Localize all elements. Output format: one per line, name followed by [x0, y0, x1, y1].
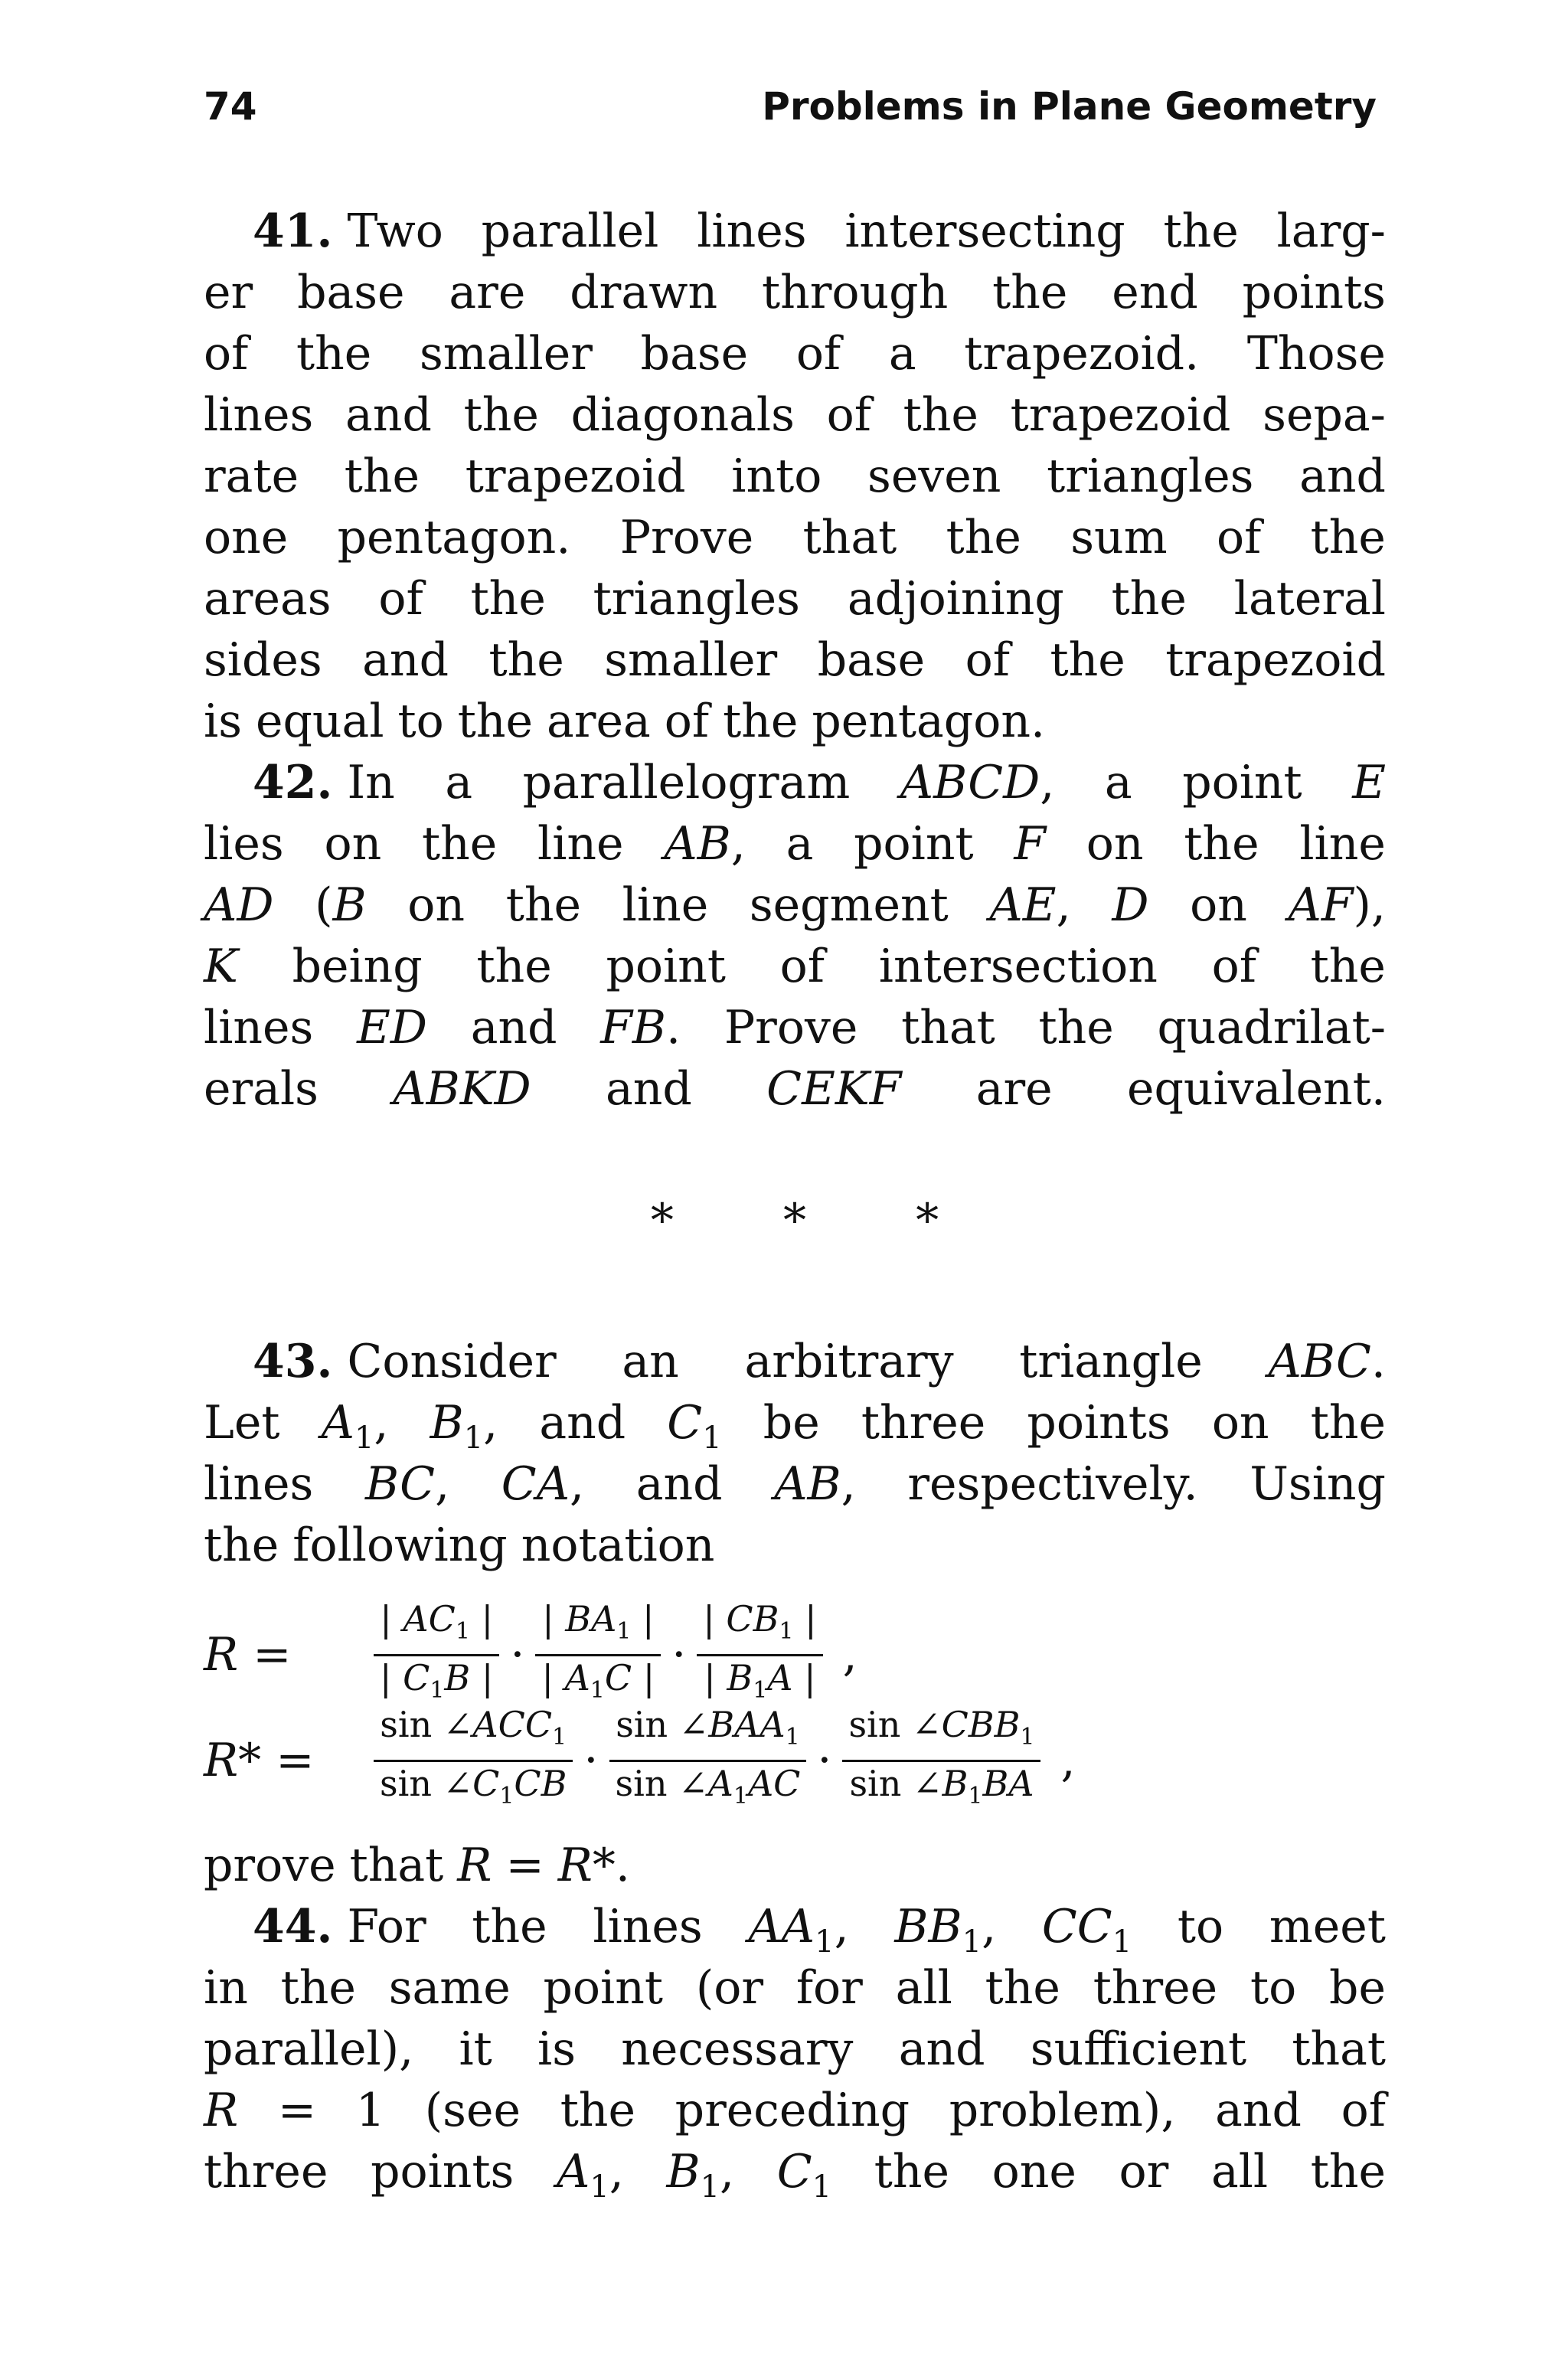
problem-41-line-6 [204, 507, 1386, 568]
word: of [378, 572, 423, 626]
running-head [204, 74, 1386, 139]
word: on [1211, 1396, 1269, 1450]
word: parallel), [204, 2022, 414, 2076]
word: problem), [949, 2084, 1176, 2137]
word: is [537, 2022, 576, 2076]
running-title: Problems in Plane Geometry [762, 84, 1377, 129]
word: meet [1269, 1900, 1386, 1953]
formula-r-lhs: R = [204, 1628, 292, 1682]
multiplication-dot: · [583, 1734, 599, 1787]
word: all [1210, 2145, 1269, 2199]
word: is [204, 695, 242, 748]
word: Prove [619, 511, 754, 564]
word: the [1310, 2145, 1386, 2199]
word: lines [697, 204, 807, 258]
problem-41-line-5 [204, 446, 1386, 507]
word: area [547, 695, 651, 748]
word: AE, [989, 878, 1071, 932]
word: the [1163, 204, 1239, 258]
word: point [606, 940, 726, 993]
problem-43-line-2 [204, 1392, 1386, 1456]
problem-43-line-1 [204, 1331, 1386, 1392]
word: rate [204, 450, 299, 503]
word: ABCD, [900, 756, 1055, 809]
word: three [204, 2145, 328, 2199]
word: the [874, 2145, 949, 2199]
formula-r-fraction-1-numerator: | $AC_1$ | [380, 1598, 494, 1646]
word: the [723, 695, 799, 748]
word: AD [204, 878, 274, 932]
problem-44-line-1 [204, 1896, 1386, 1960]
word: that [1292, 2022, 1386, 2076]
word: trapezoid [465, 450, 686, 503]
word: trapezoid [1165, 633, 1386, 687]
word: Prove [724, 1001, 858, 1054]
word: or [1119, 2145, 1169, 2199]
word: the [1111, 572, 1187, 626]
formula-r-fraction-3-denominator: | $B_1A$ | [704, 1656, 816, 1704]
word: triangle [1019, 1335, 1203, 1388]
word: line [622, 878, 709, 932]
word: lateral [1233, 572, 1386, 626]
word: being [292, 940, 423, 993]
word: the [992, 266, 1068, 319]
problem-41-line-8 [204, 629, 1386, 691]
formula-r-star-fraction-2-numerator: $\sin \angle BAA_1$ [616, 1704, 800, 1751]
word: the [946, 511, 1021, 564]
word: seven [867, 450, 1001, 503]
word: and [470, 1001, 557, 1054]
problem-42-line-3 [204, 875, 1386, 936]
word: trapezoid [1010, 388, 1231, 442]
word: base [817, 633, 926, 687]
word: ED [357, 1001, 427, 1054]
word: the [204, 1519, 279, 1572]
word: pentagon. [337, 511, 571, 564]
formula-r-star-fraction-2-denominator: $\sin \angle A_1AC$ [615, 1762, 801, 1810]
word: points [1242, 266, 1386, 319]
word: intersection [878, 940, 1158, 993]
word: (or [695, 1961, 764, 2015]
word: and [1215, 2084, 1302, 2137]
word: that [802, 511, 897, 564]
word: and [635, 1457, 723, 1511]
word: are [975, 1062, 1053, 1116]
word: $BB_1$, [894, 1900, 997, 1960]
word: be [1329, 1961, 1386, 2015]
word: and [345, 388, 432, 442]
word: point [1182, 756, 1302, 809]
word: of [204, 327, 249, 381]
formula-r-fraction-1 [374, 1597, 499, 1711]
word: E [1352, 756, 1386, 809]
word: the [344, 450, 420, 503]
word: $AA_1$, [748, 1900, 849, 1960]
word: the [463, 388, 539, 442]
word: one [204, 511, 289, 564]
problem-44-line-3 [204, 2019, 1386, 2080]
word: the [1038, 1001, 1114, 1054]
word: preceding [675, 2084, 910, 2137]
word: of [795, 327, 841, 381]
word: three [861, 1396, 986, 1450]
problem-41-line-3 [204, 323, 1386, 384]
problem-42-line-2 [204, 813, 1386, 875]
word: Those [1246, 327, 1386, 381]
problem-41-line-2 [204, 262, 1386, 323]
problem-43 [204, 1331, 1386, 1896]
word: = [505, 1839, 544, 1892]
word: quadrilat- [1157, 1001, 1386, 1054]
word: a [445, 756, 473, 809]
word: K [204, 940, 238, 993]
word: the [470, 572, 546, 626]
word: on [1086, 817, 1144, 871]
problem-44 [204, 1896, 1386, 2205]
formula-r-fraction-3 [697, 1597, 822, 1711]
word: R [457, 1839, 492, 1892]
word: sufficient [1030, 2022, 1247, 2076]
word: $B_1$, [430, 1396, 498, 1456]
formula-block [204, 1598, 1386, 1813]
formula-r-star-fraction-1-denominator: $\sin \angle C_1CB$ [380, 1762, 567, 1810]
word: smaller [419, 327, 593, 381]
problem-42 [204, 752, 1386, 1120]
word: one [991, 2145, 1076, 2199]
formula-comma: , [842, 1628, 858, 1682]
word: AB, [664, 817, 746, 871]
formula-r-fraction-2-numerator: | $BA_1$ | [542, 1598, 655, 1646]
word: lines [593, 1900, 703, 1953]
problem-41-line-4 [204, 384, 1386, 446]
word: respectively. [907, 1457, 1198, 1511]
word: for [795, 1961, 863, 2015]
word: in [204, 1961, 248, 2015]
word: BC, [364, 1457, 450, 1511]
word: three [1093, 1961, 1218, 2015]
word: $CC_1$ [1041, 1900, 1132, 1960]
word: trapezoid. [964, 327, 1200, 381]
word: and [898, 2022, 985, 2076]
problem-42-number: 42. [253, 756, 333, 809]
multiplication-dot: · [510, 1628, 525, 1682]
word: sum [1070, 511, 1168, 564]
word: er [204, 266, 253, 319]
word: line [1299, 817, 1386, 871]
word: lines [204, 1457, 314, 1511]
formula-r-star-lhs: R* = [204, 1734, 315, 1787]
problem-41-line-1 [204, 201, 1386, 262]
word: the [476, 940, 552, 993]
word: line [537, 817, 624, 871]
section-separator: * * * [650, 1194, 987, 1247]
word: $A_1$, [556, 2145, 624, 2205]
word: the [421, 817, 498, 871]
word: AF), [1288, 878, 1386, 932]
word: notation [521, 1519, 715, 1572]
word: equal [255, 695, 384, 748]
word: R*. [557, 1839, 630, 1892]
word: larg- [1276, 204, 1386, 258]
word: and [606, 1062, 692, 1116]
word: arbitrary [744, 1335, 954, 1388]
word: 41. Two [253, 204, 443, 258]
word: end [1112, 266, 1198, 319]
word: the [1050, 633, 1125, 687]
word: (B [315, 878, 367, 932]
word: Let [204, 1396, 280, 1450]
word: $B_1$, [666, 2145, 735, 2205]
word: an [622, 1335, 679, 1388]
formula-r-star-fraction-1-numerator: $\sin \angle ACC_1$ [380, 1704, 567, 1751]
word: triangles [1047, 450, 1254, 503]
word: smaller [604, 633, 778, 687]
problem-41-line-7 [204, 568, 1386, 629]
page-number: 74 [204, 84, 257, 129]
word: points [371, 2145, 514, 2199]
word: base [640, 327, 749, 381]
problem-43-number: 43. [253, 1335, 333, 1388]
word: CEKF [766, 1062, 902, 1116]
word: of [664, 695, 710, 748]
word: and [362, 633, 449, 687]
word: are [449, 266, 526, 319]
problem-43-line-3 [204, 1453, 1386, 1515]
word: diagonals [570, 388, 795, 442]
word: same [388, 1961, 511, 2015]
word: $C_1$ [776, 2145, 832, 2205]
word: equivalent. [1127, 1062, 1386, 1116]
word: of [779, 940, 825, 993]
word: the [1310, 511, 1386, 564]
word: the [488, 633, 564, 687]
formula-r-fraction-3-numerator: | $CB_1$ | [703, 1598, 817, 1646]
word: parallel [481, 204, 659, 258]
word: lies [204, 817, 284, 871]
word: necessary [621, 2022, 854, 2076]
word: drawn [570, 266, 718, 319]
word: of [1211, 940, 1256, 993]
word: that [349, 1839, 444, 1892]
word: a [786, 817, 814, 871]
word: intersecting [844, 204, 1125, 258]
word: (see [424, 2084, 521, 2137]
word: the [560, 2084, 635, 2137]
word: following [292, 1519, 508, 1572]
word: Using [1250, 1457, 1386, 1511]
word: prove [204, 1839, 336, 1892]
formula-r-star-fraction-3-denominator: $\sin \angle B_1BA$ [849, 1762, 1034, 1810]
formula-r-star-fraction-2 [609, 1703, 807, 1817]
word: to [1177, 1900, 1224, 1953]
word: FB. [600, 1001, 681, 1054]
formula-comma: , [1060, 1734, 1076, 1787]
word: the [1310, 1396, 1386, 1450]
problem-41-number: 41. [253, 204, 333, 258]
word: be [763, 1396, 820, 1450]
word: 43. Consider [253, 1335, 557, 1388]
formula-r-fraction-2-denominator: | $A_1C$ | [541, 1656, 655, 1704]
word: R [204, 2084, 239, 2137]
formula-r-fraction-1-denominator: | $C_1B$ | [380, 1656, 494, 1704]
word: triangles [593, 572, 800, 626]
word: sides [204, 633, 322, 687]
word: the [505, 878, 581, 932]
multiplication-dot: · [817, 1734, 832, 1787]
word: point [543, 1961, 663, 2015]
problem-42-line-5 [204, 997, 1386, 1058]
word: F [1014, 817, 1047, 871]
word: ABKD [393, 1062, 531, 1116]
word: the [903, 388, 978, 442]
formula-r [204, 1598, 1386, 1708]
formula-r-fraction-2 [535, 1597, 661, 1711]
word: CA, [501, 1457, 585, 1511]
word: = [277, 2084, 317, 2137]
word: to [1250, 1961, 1297, 2015]
problem-42-line-1 [204, 752, 1386, 813]
word: $A_1$, [321, 1396, 389, 1456]
word: erals [204, 1062, 318, 1116]
word: the [1310, 940, 1386, 993]
word: lines [204, 388, 314, 442]
problem-43-line-4 [204, 1515, 1386, 1576]
word: the [280, 1961, 356, 2015]
word: ABC. [1268, 1335, 1386, 1388]
word: on [1190, 878, 1247, 932]
word: 44. For [253, 1900, 426, 1953]
word: segment [749, 878, 949, 932]
problem-42-line-6 [204, 1058, 1386, 1120]
word: sepa- [1263, 388, 1386, 442]
word: the [472, 1900, 547, 1953]
problem-41-line-9 [204, 691, 1386, 752]
word: base [297, 266, 405, 319]
problem-44-line-4 [204, 2080, 1386, 2141]
word: lines [204, 1001, 314, 1054]
word: that [901, 1001, 995, 1054]
word: of [826, 388, 871, 442]
word: point [854, 817, 974, 871]
word: D [1112, 878, 1149, 932]
word: to [397, 695, 444, 748]
page [204, 74, 1386, 2205]
word: points [1027, 1396, 1171, 1450]
problem-44-line-5 [204, 2141, 1386, 2205]
word: AB, [774, 1457, 856, 1511]
word: 1 [355, 2084, 386, 2137]
word: through [761, 266, 949, 319]
word: and [1299, 450, 1386, 503]
word: and [539, 1396, 626, 1450]
word: parallelogram [522, 756, 851, 809]
word: the [1184, 817, 1259, 871]
word: 42. In [253, 756, 395, 809]
formula-r-star-fraction-3 [842, 1703, 1040, 1817]
word: a [888, 327, 916, 381]
formula-r-star-fraction-1 [374, 1703, 573, 1817]
word: pentagon. [812, 695, 1046, 748]
word: adjoining [847, 572, 1064, 626]
word: a [1104, 756, 1132, 809]
word: $C_1$ [667, 1396, 722, 1456]
word: of [1341, 2084, 1386, 2137]
multiplication-dot: · [671, 1628, 687, 1682]
word: the [985, 1961, 1060, 2015]
word: areas [204, 572, 332, 626]
problem-41 [204, 201, 1386, 752]
formula-r-star-fraction-3-numerator: $\sin \angle CBB_1$ [848, 1704, 1035, 1751]
word: it [459, 2022, 492, 2076]
word: of [1216, 511, 1262, 564]
formula-r-star [204, 1704, 1386, 1813]
word: on [407, 878, 466, 932]
word: all [895, 1961, 952, 2015]
word: into [731, 450, 822, 503]
word: on [324, 817, 382, 871]
word: the [296, 327, 372, 381]
problem-42-line-4 [204, 936, 1386, 997]
word: the [457, 695, 534, 748]
word: of [965, 633, 1010, 687]
problem-43-conclusion [204, 1835, 1386, 1896]
problem-44-number: 44. [253, 1900, 333, 1953]
